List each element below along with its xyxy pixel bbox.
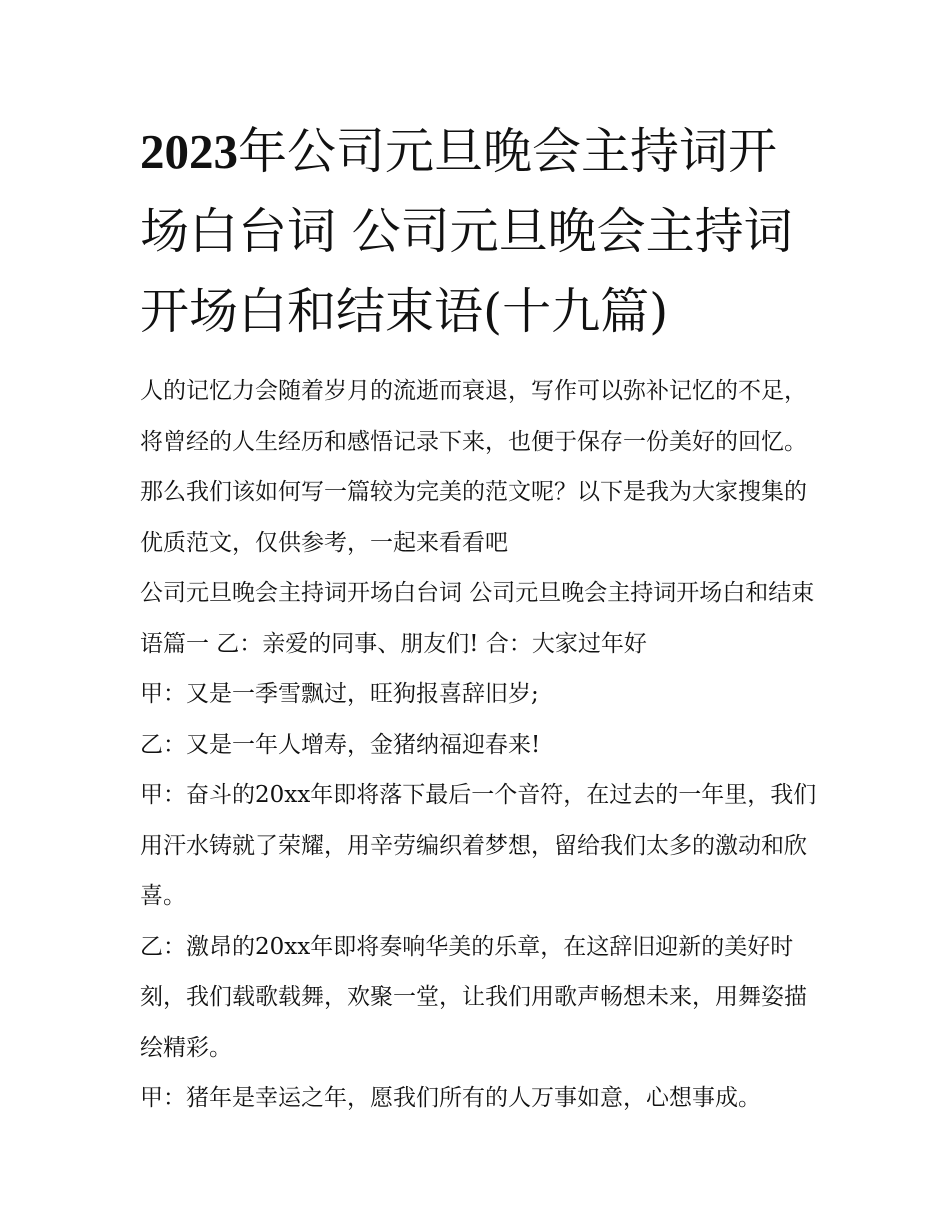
document-title: [140, 112, 820, 352]
section-heading-paragraph: 公司元旦晚会主持词开场白台词 公司元旦晚会主持词开场白和结束语篇一 乙：亲爱的同事、朋友们! 合：大家过年好: [140, 580, 815, 657]
dialogue-line: 甲：奋斗的20xx年即将落下最后一个音符，在过去的一年里，我们用汗水铸就了荣耀，用辛劳编织着梦想，留给我们太多的激动和欣喜。: [140, 782, 817, 909]
intro-paragraph: 人的记忆力会随着岁月的流逝而衰退，写作可以弥补记忆的不足，将曾经的人生经历和感悟记录下来，也便于保存一份美好的回忆。那么我们该如何写一篇较为完美的范文呢？以下是我为大家搜集的优质范文，仅供参考，一起来看看吧: [140, 378, 807, 556]
dialogue-line: 甲：又是一季雪飘过，旺狗报喜辞旧岁;: [140, 681, 539, 707]
document-body: [140, 112, 820, 1124]
dialogue-line: 甲：猪年是幸运之年，愿我们所有的人万事如意，心想事成。: [140, 1085, 761, 1111]
dialogue-line: 乙：又是一年人增寿，金猪纳福迎春来!: [140, 731, 541, 758]
title-text: 年公司元旦晚会主持词开场白台词 公司元旦晚会主持词开场白和结束语(十九篇): [140, 123, 793, 340]
title-year: 2023: [140, 124, 238, 179]
dialogue-line: 乙：激昂的20xx年即将奏响华美的乐章，在这辞旧迎新的美好时刻，我们载歌载舞，欢聚一堂，让我们用歌声畅想未来，用舞姿描绘精彩。: [140, 933, 807, 1061]
